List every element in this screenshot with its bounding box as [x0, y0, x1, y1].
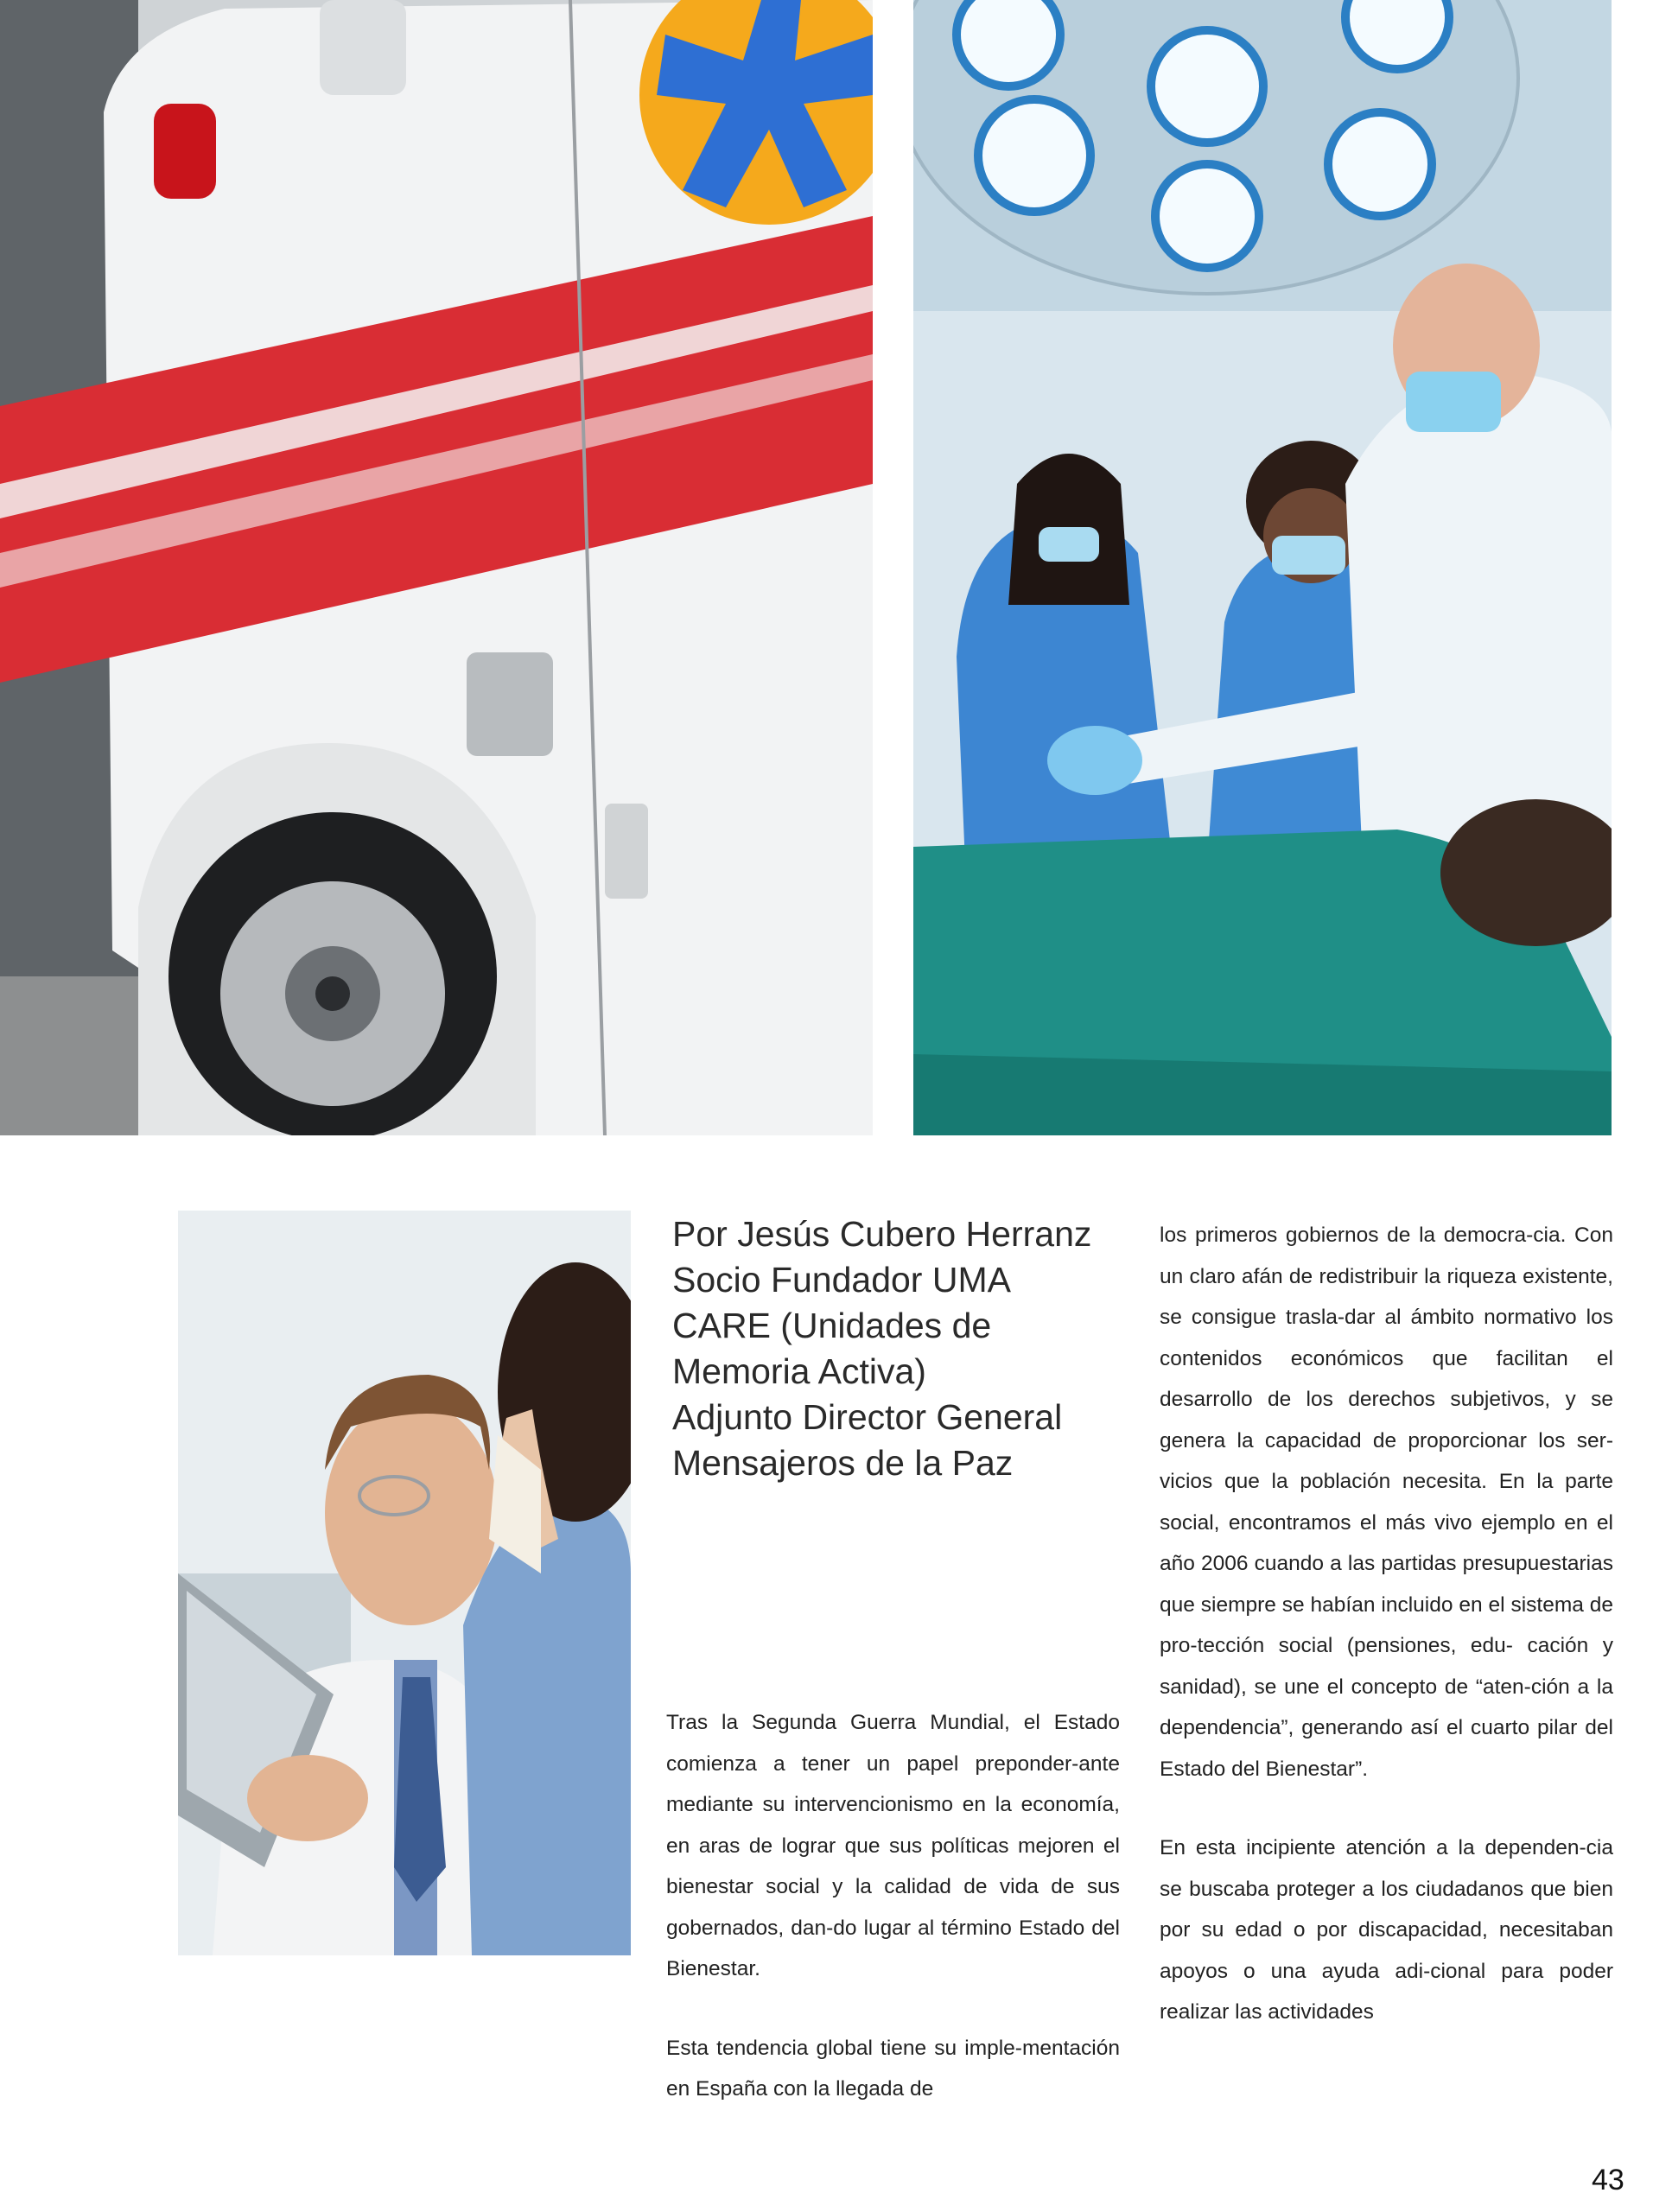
- byline-line: CARE (Unidades de: [672, 1306, 992, 1345]
- doctor-xray-photo: [178, 1211, 631, 1955]
- byline-line: Memoria Activa): [672, 1351, 926, 1391]
- article-paragraph: Esta tendencia global tiene su imple-mentación en España con la llegada de: [666, 2036, 1120, 2101]
- byline-line: Por Jesús Cubero Herranz: [672, 1214, 1092, 1254]
- article-column-right: [1160, 1215, 1613, 2071]
- article-paragraph: los primeros gobiernos de la democra-cia. Con un claro afán de redistribuir la riqueza existente, se consigue trasla-dar al ámbito normativo los contenidos económicos que facilitan el desarrollo de los derechos subjetivos, y se genera la capacidad de proporcionar los ser-vicios que la población necesita. En la parte social, encontramos el más vivo ejemplo en el año 2006 cuando a las partidas presupuestarias que siempre se habían incluido en el sistema de pro-tección social (pensiones, edu- cación y sanidad), se une el concepto de “aten-ción a la dependencia”, generando así el cuarto pilar del Estado del Bienestar”.: [1160, 1224, 1613, 1781]
- page-number: 43: [1592, 2164, 1624, 2196]
- article-paragraph: En esta incipiente atención a la dependen-cia se buscaba proteger a los ciudadanos que bien por su edad o por discapacidad, necesitaban apoyos o una ayuda adi-cional para poder realizar las actividades: [1160, 1836, 1613, 2024]
- article-paragraph: Tras la Segunda Guerra Mundial, el Estado comienza a tener un papel preponder-ante mediante su intervencionismo en la economía, en aras de lograr que sus políticas mejoren el bienestar social y la calidad de vida de sus gobernados, dan-do lugar al término Estado del Bienestar.: [666, 1711, 1120, 1980]
- byline-line: Mensajeros de la Paz: [672, 1443, 1014, 1483]
- ambulance-photo: [0, 0, 873, 1135]
- author-byline: [672, 1211, 1122, 1486]
- surgery-photo: [913, 0, 1612, 1135]
- article-column-left: [666, 1702, 1120, 2148]
- byline-line: Adjunto Director General: [672, 1397, 1063, 1437]
- byline-line: Socio Fundador UMA: [672, 1260, 1011, 1300]
